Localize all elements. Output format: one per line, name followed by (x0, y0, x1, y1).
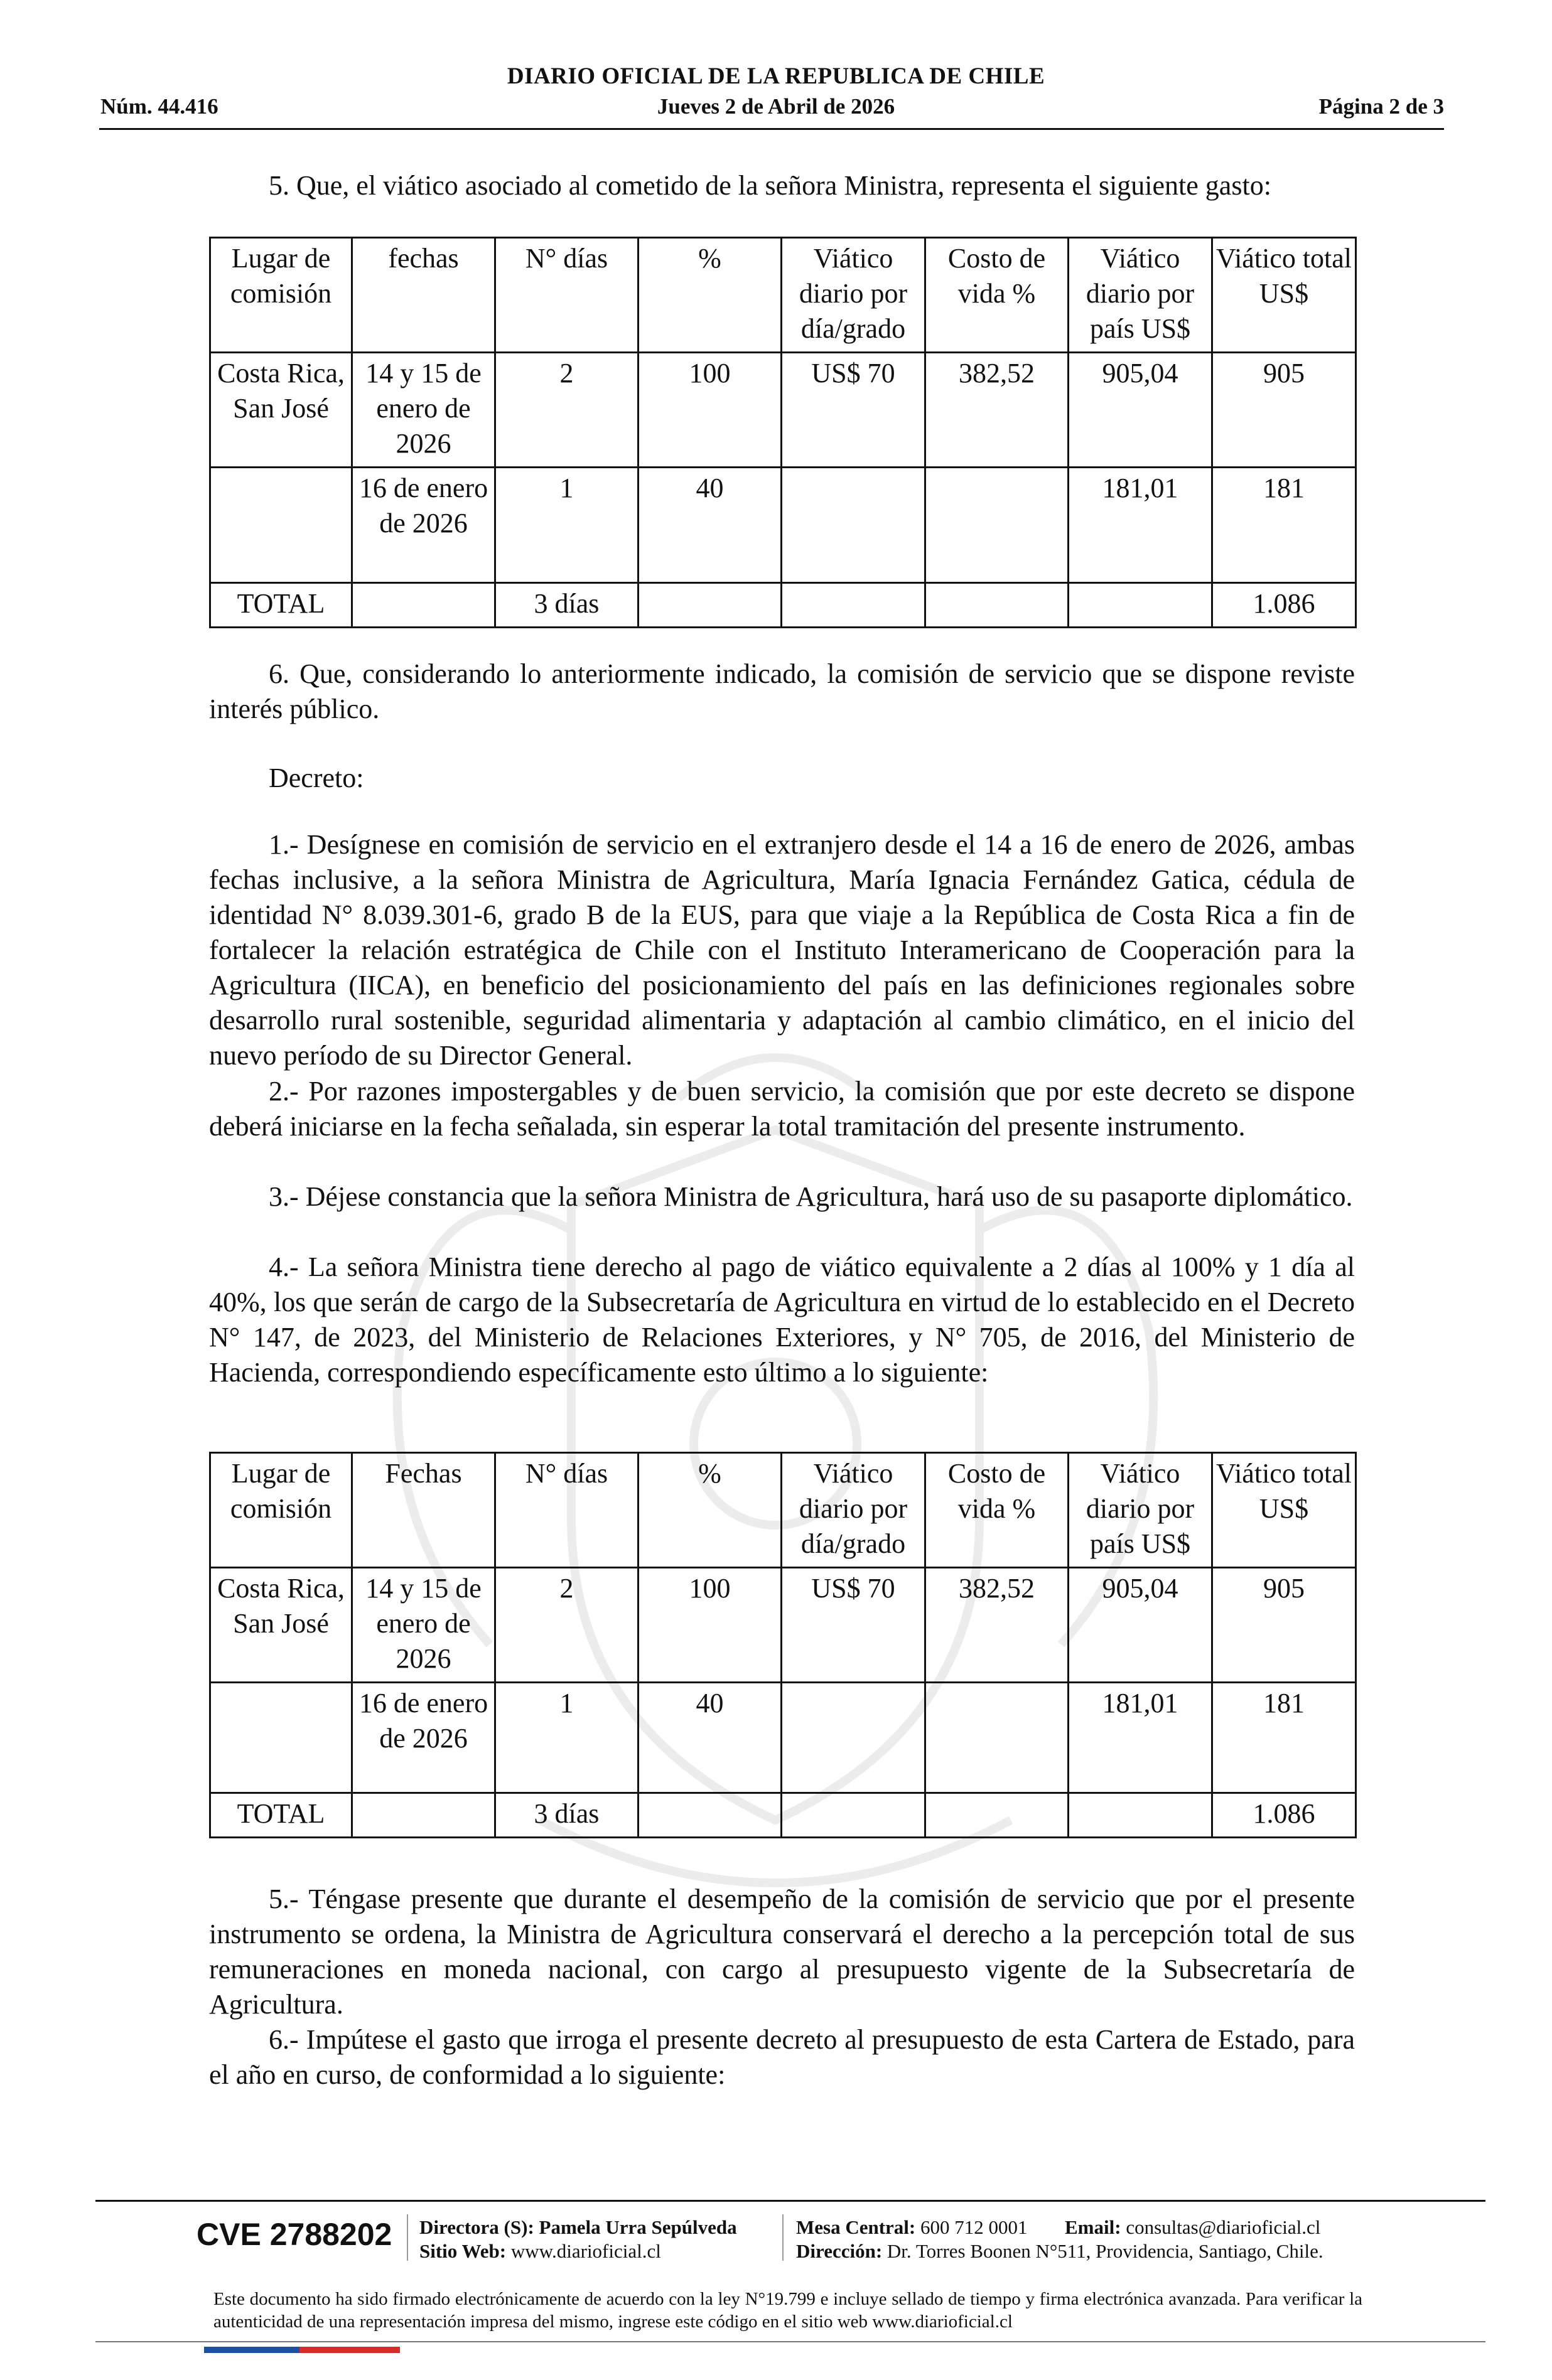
table-cell (925, 468, 1069, 583)
table-cell (639, 1793, 782, 1838)
table-cell: Costa Rica, San José (210, 353, 352, 468)
table-cell: 1 (495, 1683, 639, 1793)
address-line (796, 2239, 1323, 2263)
table-total-row (210, 583, 1356, 628)
table-cell: 1.086 (1212, 583, 1356, 628)
paragraph-considerando-6: 6. Que, considerando lo anteriormente indicado, la comisión de servicio que se dispone reviste interés público. (209, 658, 1355, 724)
table-cell (925, 583, 1069, 628)
table-header-row (210, 238, 1356, 353)
newspaper-title: DIARIO OFICIAL DE LA REPUBLICA DE CHILE (507, 63, 1045, 89)
website-label: Sitio Web: (419, 2240, 507, 2262)
table-header-cell: Viático diario por país US$ (1069, 238, 1212, 353)
table-row (210, 468, 1356, 583)
table-cell: 382,52 (925, 353, 1069, 468)
header-divider (99, 128, 1444, 130)
table-cell: 905 (1212, 353, 1356, 468)
table-cell: 181 (1212, 468, 1356, 583)
table-cell (782, 468, 925, 583)
table-cell: 2 (495, 353, 639, 468)
table-row (210, 353, 1356, 468)
cve-code: CVE 2788202 (197, 2217, 392, 2252)
table-cell: TOTAL (210, 1793, 352, 1838)
article-4: 4.- La señora Ministra tiene derecho al pago de viático equivalente a 2 días al 100% y 1 día al 40%, los que serán de cargo de la Subsecretaría de Agricultura en virtud de lo establecido en el Decreto N° 147, de 2023, del Ministerio de Relaciones Exteriores, y N° 705, de 2016, del Ministerio de Hacienda, correspondiendo específicamente esto último a lo siguiente: (209, 1252, 1355, 1388)
table-header-cell: Viático total US$ (1212, 238, 1356, 353)
viatico-table-1 (209, 237, 1357, 628)
table-cell: 181,01 (1069, 468, 1212, 583)
issue-number: Núm. 44.416 (100, 94, 218, 119)
table-header-cell: N° días (495, 1453, 639, 1568)
table-cell: 14 y 15 de enero de 2026 (352, 1568, 495, 1683)
article-1: 1.- Desígnese en comisión de servicio en el extranjero desde el 14 a 16 de enero de 2026, ambas fechas inclusive, a la señora Ministra de Agricultura, María Ignacia Fernández Gatica, cédula de identidad N° 8.039.301-6, grado B de la EUS, para que viaje a la República de Costa Rica a fin de fortalecer la relación estratégica de Chile con el Instituto Interamericano de Cooperación para la Agricultura (IICA), en beneficio del posicionamiento del país en las definiciones regionales sobre desarrollo rural sostenible, seguridad alimentaria y adaptación al cambio climático, en el inicio del nuevo período de su Director General. (209, 829, 1355, 1071)
page-indicator: Página 2 de 3 (1318, 94, 1444, 119)
table-cell (782, 1683, 925, 1793)
table-header-cell: N° días (495, 238, 639, 353)
table-header-cell: Viático diario por día/grado (782, 238, 925, 353)
table-header-cell: Viático diario por día/grado (782, 1453, 925, 1568)
table-cell: 2 (495, 1568, 639, 1683)
footer-bottom-divider (95, 2341, 1485, 2342)
table-cell: 100 (639, 353, 782, 468)
table-cell: 14 y 15 de enero de 2026 (352, 353, 495, 468)
table-cell (352, 1793, 495, 1838)
table-cell: 905,04 (1069, 353, 1212, 468)
table-cell: 1.086 (1212, 1793, 1356, 1838)
table-row (210, 1683, 1356, 1793)
article-3: 3.- Déjese constancia que la señora Ministra de Agricultura, hará uso de su pasaporte diplomático. (269, 1181, 1353, 1212)
email-link[interactable]: consultas@diarioficial.cl (1126, 2216, 1321, 2238)
director-line (419, 2216, 737, 2239)
article-6: 6.- Impútese el gasto que irroga el presente decreto al presupuesto de esta Cartera de Estado, para el año en curso, de conformidad a lo siguiente: (209, 2024, 1355, 2090)
table-header-row (210, 1453, 1356, 1568)
table-cell: 100 (639, 1568, 782, 1683)
table-cell: 905,04 (1069, 1568, 1212, 1683)
phone-line (796, 2216, 1028, 2239)
director-label: Directora (S): (419, 2216, 534, 2238)
table-header-cell: Viático total US$ (1212, 1453, 1356, 1568)
footer-divider (95, 2200, 1485, 2202)
table-cell: 40 (639, 468, 782, 583)
paragraph-considerando-5: 5. Que, el viático asociado al cometido de la señora Ministra, representa el siguiente gasto: (269, 170, 1271, 201)
phone-label: Mesa Central: (796, 2216, 916, 2238)
table-cell: 905 (1212, 1568, 1356, 1683)
director-name: Pamela Urra Sepúlveda (539, 2216, 737, 2238)
table-cell (1069, 1793, 1212, 1838)
issue-date: Jueves 2 de Abril de 2026 (657, 94, 895, 119)
flag-stripe-red (299, 2347, 400, 2353)
website-link[interactable]: www.diarioficial.cl (510, 2240, 661, 2262)
table-cell (210, 1683, 352, 1793)
table-cell: 1 (495, 468, 639, 583)
footer-separator (782, 2214, 784, 2261)
decreto-heading: Decreto: (269, 763, 364, 793)
table-header-cell: Costo de vida % (925, 1453, 1069, 1568)
table-cell (210, 468, 352, 583)
signature-note: Este documento ha sido firmado electrónicamente de acuerdo con la ley N°19.799 e incluye sellado de tiempo y firma electrónica avanzada. Para verificar la autenticidad de una representación impresa del mismo, ingrese este código en el sitio web www.diarioficial.cl (213, 2289, 1362, 2332)
table-cell (352, 583, 495, 628)
table-header-cell: Viático diario por país US$ (1069, 1453, 1212, 1568)
table-cell: 181,01 (1069, 1683, 1212, 1793)
table-header-cell: Lugar de comisión (210, 238, 352, 353)
email-line (1065, 2216, 1320, 2239)
email-label: Email: (1065, 2216, 1121, 2238)
website-line (419, 2239, 661, 2263)
table-header-cell: % (639, 1453, 782, 1568)
article-5: 5.- Téngase presente que durante el desempeño de la comisión de servicio que por el presente instrumento se ordena, la Ministra de Agricultura conservará el derecho a la percepción total de sus remuneraciones en moneda nacional, con cargo al presupuesto vigente de la Subsecretaría de Agricultura. (209, 1884, 1355, 2020)
table-row (210, 1568, 1356, 1683)
table-cell (925, 1683, 1069, 1793)
table-cell: 382,52 (925, 1568, 1069, 1683)
table-cell: 181 (1212, 1683, 1356, 1793)
table-header-cell: fechas (352, 238, 495, 353)
address-text: Dr. Torres Boonen N°511, Providencia, Santiago, Chile. (886, 2240, 1323, 2262)
flag-stripe-blue (204, 2347, 299, 2353)
table-header-cell: % (639, 238, 782, 353)
footer-separator (407, 2214, 408, 2261)
table-cell: US$ 70 (782, 1568, 925, 1683)
article-2: 2.- Por razones impostergables y de buen servicio, la comisión que por este decreto se dispone deberá iniciarse en la fecha señalada, sin esperar la total tramitación del presente instrumento. (209, 1076, 1355, 1142)
table-cell (639, 583, 782, 628)
table-header-cell: Lugar de comisión (210, 1453, 352, 1568)
phone-number: 600 712 0001 (920, 2216, 1028, 2238)
table-cell: 3 días (495, 583, 639, 628)
table-cell: 16 de enero de 2026 (352, 468, 495, 583)
viatico-table-2 (209, 1452, 1357, 1838)
table-cell: Costa Rica, San José (210, 1568, 352, 1683)
table-cell (1069, 583, 1212, 628)
table-cell: 16 de enero de 2026 (352, 1683, 495, 1793)
address-label: Dirección: (796, 2240, 883, 2262)
table-cell: US$ 70 (782, 353, 925, 468)
table-cell: 3 días (495, 1793, 639, 1838)
table-cell (782, 1793, 925, 1838)
table-cell: 40 (639, 1683, 782, 1793)
table-cell (782, 583, 925, 628)
table-total-row (210, 1793, 1356, 1838)
table-cell (925, 1793, 1069, 1838)
table-header-cell: Costo de vida % (925, 238, 1069, 353)
table-header-cell: Fechas (352, 1453, 495, 1568)
table-cell: TOTAL (210, 583, 352, 628)
